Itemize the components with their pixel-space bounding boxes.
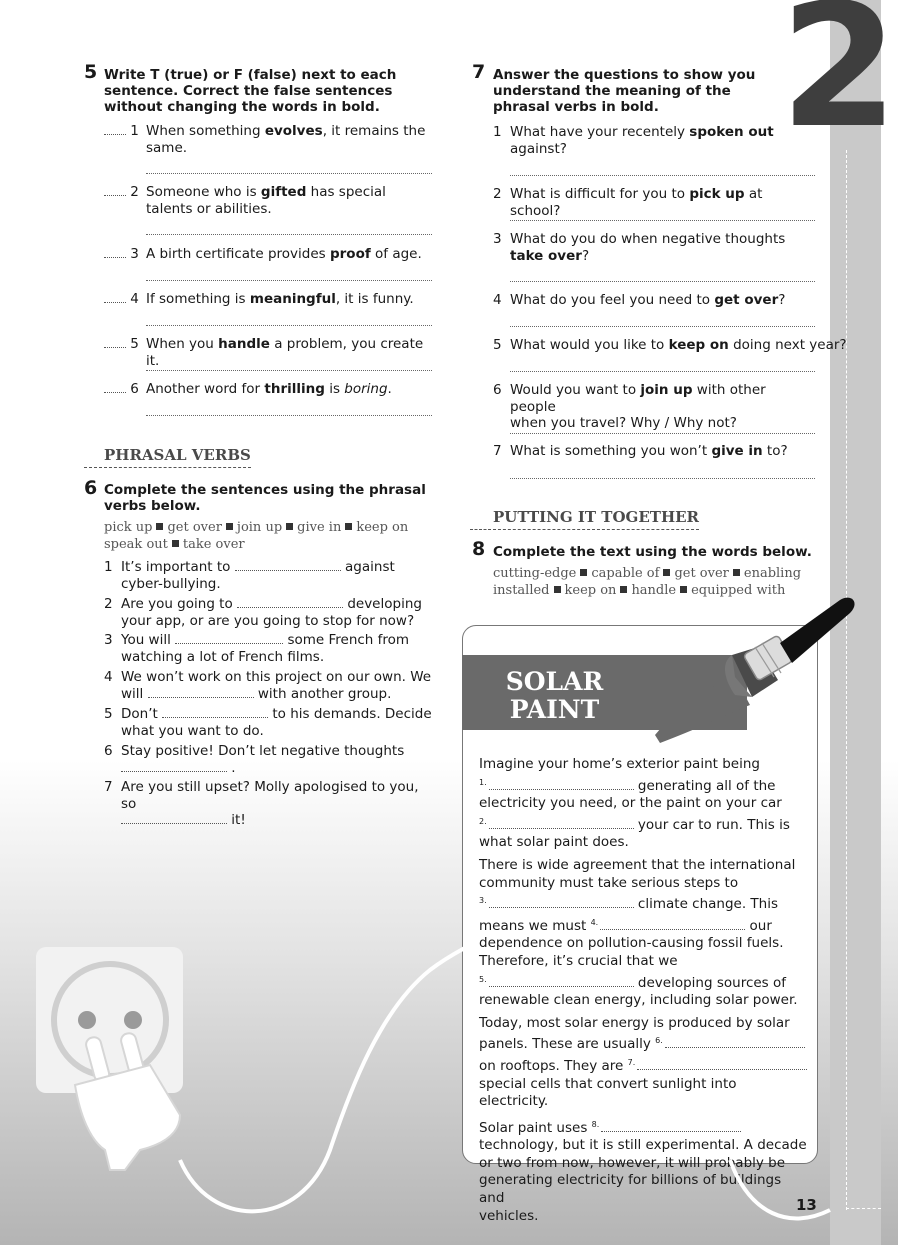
answer-line[interactable] [146, 325, 432, 326]
exercise-6-instructions: Complete the sentences using the phrasal verbs below. [104, 482, 426, 514]
list-item: 2 Someone who is gifted has special talents or abilities. [104, 184, 434, 201]
bullet-square-icon [554, 586, 561, 593]
page-number: 13 [796, 1196, 817, 1214]
list-item: 5 Don’t to his demands. Decide what you want to do. [104, 706, 432, 739]
section-heading-phrasal-verbs: PHRASAL VERBS [104, 446, 251, 468]
answer-line[interactable] [146, 234, 432, 235]
answer-line[interactable] [146, 280, 432, 281]
list-item: 3 What do you do when negative thoughts take over? [493, 231, 786, 264]
section-heading-dash-lead [470, 508, 491, 530]
list-item: 4 What do you feel you need to get over? [493, 292, 786, 308]
bullet-square-icon [733, 569, 740, 576]
list-item: 7 Are you still upset? Molly apologised to you, so it! [104, 779, 419, 828]
list-item: 6 Another word for thrilling is boring. [104, 381, 434, 398]
answer-blank[interactable] [237, 607, 343, 608]
answer-box[interactable] [104, 302, 126, 303]
power-plug-icon [30, 945, 250, 1185]
list-item: 6 Would you want to join up with other people when you travel? Why / Why not? [493, 382, 766, 431]
list-item: 4 If something is meaningful, it is funny. [104, 291, 434, 308]
answer-blank[interactable] [235, 570, 341, 571]
bullet-square-icon [286, 523, 293, 530]
list-item: 1 When something evolves, it remains the same. [104, 123, 434, 140]
answer-line[interactable] [510, 433, 815, 434]
exercise-6-number: 6 [84, 477, 98, 499]
answer-line[interactable] [510, 478, 815, 479]
article-paragraph: Imagine your home’s exterior paint being $^{1.}$ generating all of the electricity you need, or the paint on your car $^{2.}$ your car to run. This is what solar paint does. [479, 756, 790, 851]
bullet-square-icon [226, 523, 233, 530]
answer-line[interactable] [510, 371, 815, 372]
list-item: 2 What is difficult for you to pick up at school? [493, 186, 763, 219]
list-item: 7 What is something you won’t give in to? [493, 443, 788, 459]
answer-box[interactable] [104, 347, 126, 348]
answer-blank[interactable] [148, 697, 254, 698]
list-item: 4 We won’t work on this project on our own. We will with another group. [104, 669, 432, 702]
bullet-square-icon [156, 523, 163, 530]
answer-line[interactable] [510, 281, 815, 282]
list-item: 3 A birth certificate provides proof of age. [104, 246, 434, 263]
exercise-8-number: 8 [472, 538, 486, 560]
bullet-square-icon [580, 569, 587, 576]
answer-box[interactable] [104, 195, 126, 196]
answer-blank-3[interactable] [489, 907, 634, 908]
answer-line[interactable] [510, 175, 815, 176]
answer-blank[interactable] [175, 643, 283, 644]
article-title: SOLAR PAINT [505, 667, 604, 724]
section-heading-dash-lead [84, 446, 102, 468]
bullet-square-icon [172, 540, 179, 547]
bullet-square-icon [663, 569, 670, 576]
list-item: 5 What would you like to keep on doing next year? [493, 337, 847, 353]
exercise-5-number: 5 [84, 61, 98, 83]
answer-line[interactable] [146, 370, 432, 371]
answer-line[interactable] [510, 326, 815, 327]
answer-blank[interactable] [121, 771, 227, 772]
answer-line[interactable] [146, 173, 432, 174]
article-paragraph: Today, most solar energy is produced by solar panels. These are usually $^{6.}$ on rooftops. They are $^{7.}$ special cells that convert sunlight into electricity. [479, 1015, 809, 1111]
answer-box[interactable] [104, 257, 126, 258]
answer-blank-2[interactable] [489, 828, 634, 829]
word-bank: cutting-edge capable of get over enabling installed keep on handle equipped with [493, 566, 802, 598]
answer-box[interactable] [104, 134, 126, 135]
article-paragraph: There is wide agreement that the international community must take serious steps to $^{3.}$ climate change. This means we must $^{4.}$ our dependence on pollution-causing fossil fuels. Therefore, it’s crucial that we $^{5.}$ developing sources of renewable clean energy, including solar power. [479, 856, 798, 1009]
list-item: 2 Are you going to developing your app, or are you going to stop for now? [104, 596, 422, 629]
list-item: 1 What have your recentely spoken out against? [493, 124, 774, 157]
answer-blank[interactable] [162, 717, 268, 718]
answer-box[interactable] [104, 392, 126, 393]
list-item: 6 Stay positive! Don’t let negative thoughts . [104, 743, 405, 776]
answer-line[interactable] [146, 415, 432, 416]
exercise-8-instructions: Complete the text using the words below. [493, 544, 812, 560]
unit-number: 2 [780, 0, 898, 166]
list-item: 3 You will some French from watching a lot of French films. [104, 632, 410, 665]
list-item: 5 When you handle a problem, you create it. [104, 336, 434, 353]
answer-blank[interactable] [121, 823, 227, 824]
exercise-7-instructions: Answer the questions to show you understand the meaning of the phrasal verbs in bold. [493, 67, 756, 115]
section-heading-putting-it-together: PUTTING IT TOGETHER [493, 508, 699, 530]
paintbrush-icon [640, 585, 860, 745]
bullet-square-icon [620, 586, 627, 593]
article-paragraph: Solar paint uses $^{8.}$ technology, but it is still experimental. A decade or two from now, however, it will probably be generating electricity for billions of buildings and vehicles. [479, 1119, 807, 1224]
answer-blank-1[interactable] [489, 789, 634, 790]
exercise-7-number: 7 [472, 61, 486, 83]
bullet-square-icon [345, 523, 352, 530]
answer-line[interactable] [510, 220, 815, 221]
exercise-5-instructions: Write T (true) or F (false) next to each sentence. Correct the false sentences without changing the words in bold. [104, 67, 397, 115]
list-item: 1 It’s important to against cyber-bullying. [104, 559, 395, 592]
word-bank: pick up get over join up give in keep on speak out take over [104, 520, 409, 552]
